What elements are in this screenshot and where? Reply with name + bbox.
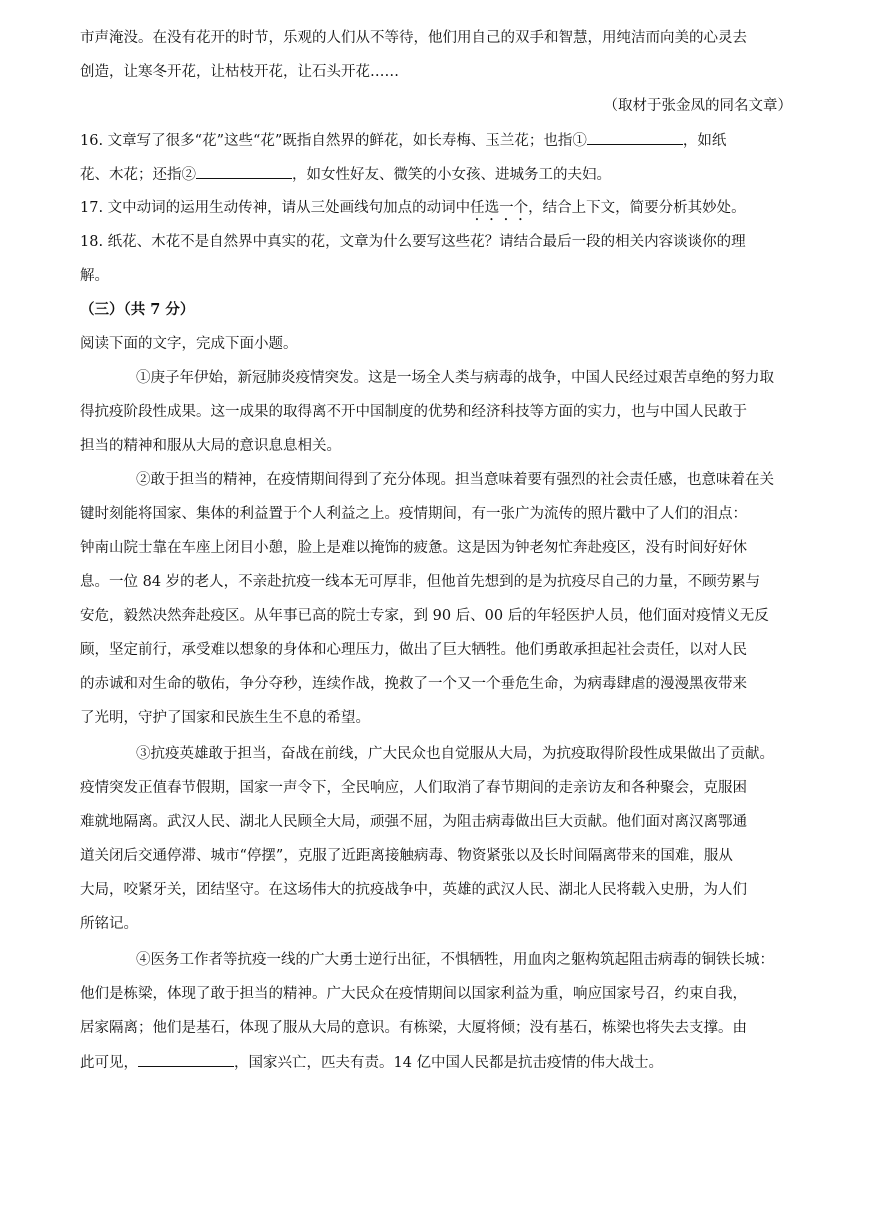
passage-source: （取材于张金凤的同名文章） [603, 98, 792, 114]
question-16-text: ，如女性好友、微笑的小女孩、进城务工的夫妇。 [292, 167, 611, 183]
question-17-text: 17. 文中动词的运用生动传神，请从三处画线句加点的动词中 [80, 200, 471, 216]
question-17 [80, 198, 746, 224]
question-16-cont [80, 164, 611, 185]
question-18-cont: 解。 [80, 268, 109, 284]
question-18: 18. 纸花、木花不是自然界中真实的花，文章为什么要写这些花？请结合最后一段的相关内容谈谈你的理 [80, 234, 746, 250]
paragraph-4-text: 此可见， [80, 1055, 138, 1071]
question-17-text: ，结合上下文，简要分析其妙处。 [528, 200, 746, 216]
paragraph-3-line: 难就地隔离。武汉人民、湖北人民顾全大局，顽强不屈，为阻击病毒做出巨大贡献。他们面对离汉离鄂通 [80, 814, 747, 830]
paragraph-2-line: 了光明，守护了国家和民族生生不息的希望。 [80, 710, 370, 726]
paragraph-2-line: 安危，毅然决然奔赴疫区。从年事已高的院士专家，到 90 后、00 后的年轻医护人员，他们面对疫情义无反 [80, 608, 769, 624]
paragraph-3-line: 道关闭后交通停滞、城市“停摆”，克服了近距离接触病毒、物资紧张以及长时间隔离带来的国难，服从 [80, 848, 733, 864]
paragraph-4-line [80, 1052, 663, 1073]
question-17-emphasis: 任选一个 [470, 200, 529, 216]
paragraph-1-line: 得抗疫阶段性成果。这一成果的取得离不开中国制度的优势和经济科技等方面的实力，也与中国人民敢于 [80, 404, 747, 420]
paragraph-3-line: ③抗疫英雄敢于担当，奋战在前线，广大民众也自觉服从大局，为抗疫取得阶段性成果做出了贡献。 [136, 746, 774, 762]
paragraph-1-line: 担当的精神和服从大局的意识息息相关。 [80, 438, 341, 454]
paragraph-4-line: 居家隔离；他们是基石，体现了服从大局的意识。有栋梁，大厦将倾；没有基石，栋梁也将失去支撑。由 [80, 1020, 747, 1036]
passage-line: 市声淹没。在没有花开的时节，乐观的人们从不等待，他们用自己的双手和智慧，用纯洁而向美的心灵去 [80, 30, 747, 46]
paragraph-2-line: ②敢于担当的精神，在疫情期间得到了充分体现。担当意味着要有强烈的社会责任感，也意味着在关 [136, 472, 774, 488]
section-heading: （三）（共 7 分） [80, 301, 195, 318]
section-instruction: 阅读下面的文字，完成下面小题。 [80, 336, 298, 352]
paragraph-4-line: 他们是栋梁，体现了敢于担当的精神。广大民众在疫情期间以国家利益为重，响应国家号召，约束自我， [80, 986, 747, 1002]
answer-blank-2[interactable] [196, 164, 292, 179]
paragraph-4-text: ，国家兴亡，匹夫有责。14 亿中国人民都是抗击疫情的伟大战士。 [234, 1055, 664, 1071]
paragraph-4-line: ④医务工作者等抗疫一线的广大勇士逆行出征，不惧牺牲，用血肉之躯构筑起阻击病毒的铜铁长城： [136, 952, 774, 968]
paragraph-3-line: 疫情突发正值春节假期，国家一声令下，全民响应，人们取消了春节期间的走亲访友和各种聚会，克服困 [80, 780, 747, 796]
paragraph-3-line: 所铭记。 [80, 916, 138, 932]
answer-blank-1[interactable] [587, 130, 683, 145]
paragraph-3-line: 大局，咬紧牙关，团结坚守。在这场伟大的抗疫战争中，英雄的武汉人民、湖北人民将载入史册，为人们 [80, 882, 747, 898]
paragraph-2-line: 顾，坚定前行，承受难以想象的身体和心理压力，做出了巨大牺牲。他们勇敢承担起社会责任，以对人民 [80, 642, 747, 658]
paragraph-2-line: 息。一位 84 岁的老人，不亲赴抗疫一线本无可厚非，但他首先想到的是为抗疫尽自己的力量，不顾劳累与 [80, 574, 761, 590]
question-16-text: ，如纸 [682, 133, 727, 149]
answer-blank-3[interactable] [138, 1052, 234, 1067]
paragraph-2-line: 的赤诚和对生命的敬佑，争分夺秒，连续作战，挽救了一个又一个垂危生命，为病毒肆虐的漫漫黑夜带来 [80, 676, 747, 692]
question-16-text: 花、木花；还指② [80, 167, 196, 183]
paragraph-2-line: 键时刻能将国家、集体的利益置于个人利益之上。疫情期间，有一张广为流传的照片戳中了人们的泪点： [80, 506, 747, 522]
passage-line: 创造，让寒冬开花，让枯枝开花，让石头开花…… [80, 64, 399, 80]
paragraph-2-line: 钟南山院士靠在车座上闭目小憩，脸上是难以掩饰的疲惫。这是因为钟老匆忙奔赴疫区，没有时间好好休 [80, 540, 747, 556]
question-16 [80, 130, 726, 151]
question-16-text: 16. 文章写了很多“花”这些“花”既指自然界的鲜花，如长寿梅、玉兰花；也指① [80, 133, 587, 149]
paragraph-1-line: ①庚子年伊始，新冠肺炎疫情突发。这是一场全人类与病毒的战争，中国人民经过艰苦卓绝的努力取 [136, 370, 774, 386]
